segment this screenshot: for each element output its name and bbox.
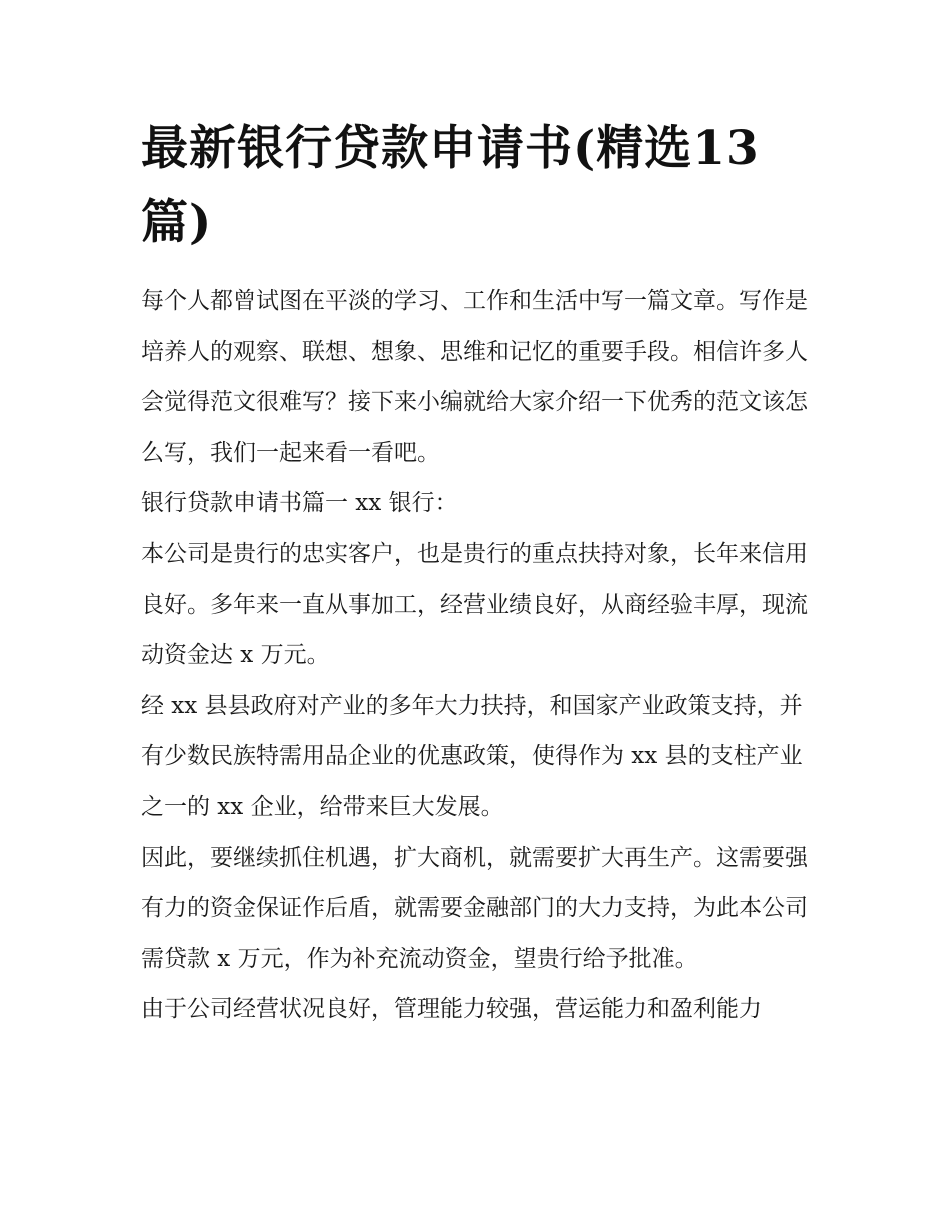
paragraph-loan-request: 因此，要继续抓住机遇，扩大商机，就需要扩大再生产。这需要强有力的资金保证作后盾，就需要金融部门的大力支持，为此本公司需贷款 x 万元，作为补充流动资金，望贵行给予批准。 [141,844,808,972]
document-body [141,276,813,1035]
paragraph-company-credit: 本公司是贵行的忠实客户，也是贵行的重点扶持对象，长年来信用良好。多年来一直从事加工，经营业绩良好，从商经验丰厚，现流动资金达 x 万元。 [141,540,808,669]
document-title: 最新银行贷款申请书(精选13篇) [141,121,760,250]
paragraph-salutation: 银行贷款申请书篇一 xx 银行： [141,490,458,517]
paragraph-operating-status: 由于公司经营状况良好，管理能力较强，营运能力和盈利能力 [141,996,762,1023]
paragraph-policy-support: 经 xx 县县政府对产业的多年大力扶持，和国家产业政策支持，并有少数民族特需用品企业的优惠政策，使得作为 xx 县的支柱产业之一的 xx 企业，给带来巨大发展。 [141,692,803,820]
paragraph-intro: 每个人都曾试图在平淡的学习、工作和生活中写一篇文章。写作是培养人的观察、联想、想象、思维和记忆的重要手段。相信许多人会觉得范文很难写？接下来小编就给大家介绍一下优秀的范文该怎么写，我们一起来看一看吧。 [141,288,808,466]
